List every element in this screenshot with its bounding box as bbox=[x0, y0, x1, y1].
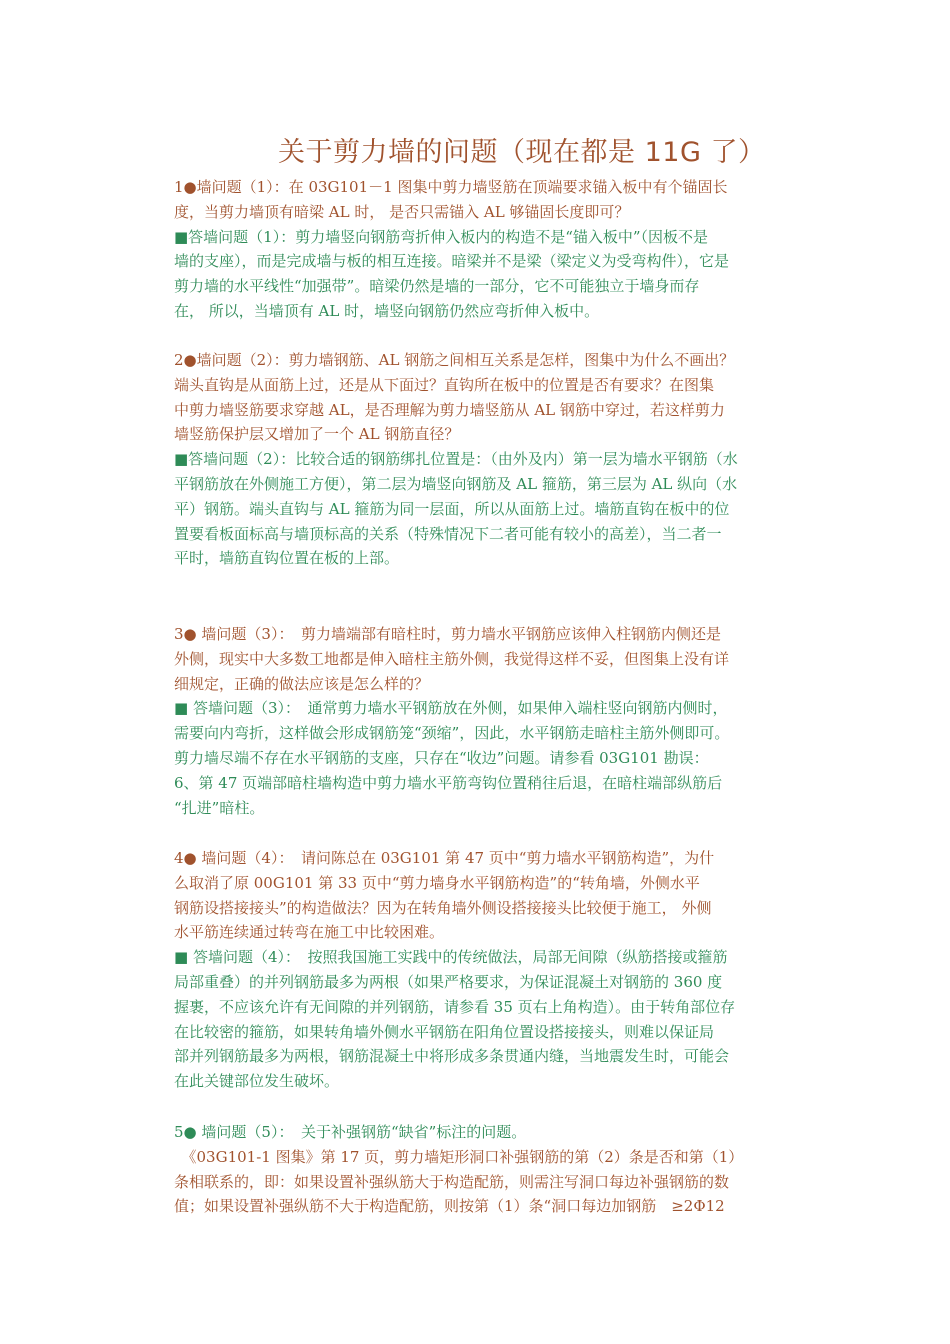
answer-line: 局部重叠）的并列钢筋最多为两根（如果严格要求，为保证混凝土对钢筋的 360 度 bbox=[174, 972, 723, 991]
question-line: 水平筋连续通过转弯在施工中比较困难。 bbox=[174, 923, 445, 942]
answer-line: 6、第 47 页端部暗柱墙构造中剪力墙水平筋弯钩位置稍往后退，在暗柱端部纵筋后 bbox=[174, 773, 723, 792]
question-line: 3● 墙问题（3）： 剪力墙端部有暗柱时，剪力墙水平钢筋应该伸入柱钢筋内侧还是 bbox=[174, 625, 721, 643]
answer-line: 平钢筋放在外侧施工方便），第二层为墙竖向钢筋及 AL 箍筋，第三层为 AL 纵向（水 bbox=[174, 474, 738, 493]
answer-line: 部并列钢筋最多为两根，钢筋混凝土中将形成多条贯通内缝，当地震发生时，可能会 bbox=[174, 1047, 730, 1066]
answer-line: ■答墙问题（2）：比较合适的钢筋绑扎位置是：（由外及内）第一层为墙水平钢筋（水 bbox=[174, 450, 738, 469]
question-line: 钢筋设搭接接头”的构造做法？因为在转角墙外侧设搭接接头比较便于施工， 外侧 bbox=[174, 898, 712, 917]
answer-line: 平）钢筋。端头直钩与 AL 箍筋为同一层面，所以从面筋上过。墙筋直钩在板中的位 bbox=[174, 499, 730, 518]
question-line: 细规定，正确的做法应该是怎么样的？ bbox=[174, 674, 430, 693]
answer-line: ■ 答墙问题（4）： 按照我国施工实践中的传统做法，局部无间隙（纵筋搭接或箍筋 bbox=[174, 948, 728, 967]
section-1 bbox=[174, 175, 786, 324]
answer-line: 在比较密的箍筋，如果转角墙外侧水平钢筋在阳角位置设搭接接头，则难以保证局 bbox=[174, 1022, 715, 1041]
question-line: 5● 墙问题（5）： 关于补强钢筋“缺省”标注的问题。 bbox=[174, 1123, 527, 1141]
question-line: 中剪力墙竖筋要求穿越 AL，是否理解为剪力墙竖筋从 AL 钢筋中穿过，若这样剪力 bbox=[174, 400, 725, 419]
body-line: 条相联系的，即：如果设置补强纵筋大于构造配筋，则需注写洞口每边补强钢筋的数 bbox=[174, 1172, 730, 1191]
answer-line: 需要向内弯折，这样做会形成钢筋笼“颈缩”，因此，水平钢筋走暗柱主筋外侧即可。 bbox=[174, 724, 730, 743]
section-2 bbox=[174, 348, 786, 571]
answer-line: ■答墙问题（1）：剪力墙竖向钢筋弯折伸入板内的构造不是“锚入板中”（因板不是 bbox=[174, 227, 709, 246]
body-line: 值；如果设置补强纵筋不大于构造配筋，则按第（1）条“洞口每边加钢筋 ≥2Φ12 bbox=[174, 1197, 725, 1216]
answer-line: 剪力墙的水平线性“加强带”。暗梁仍然是墙的一部分，它不可能独立于墙身而存 bbox=[174, 277, 700, 296]
section-4 bbox=[174, 846, 786, 1094]
question-line: 度，当剪力墙顶有暗梁 AL 时， 是否只需锚入 AL 够锚固长度即可？ bbox=[174, 202, 630, 221]
answer-line: 墙的支座），而是完成墙与板的相互连接。暗梁并不是梁（梁定义为受弯构件），它是 bbox=[174, 252, 730, 271]
answer-line: 在此关键部位发生破坏。 bbox=[174, 1072, 340, 1091]
answer-line: 剪力墙尽端不存在水平钢筋的支座，只存在“收边”问题。请参看 03G101 勘误： bbox=[174, 748, 709, 767]
section-5 bbox=[174, 1120, 786, 1219]
question-line: 4● 墙问题（4）： 请问陈总在 03G101 第 47 页中“剪力墙水平钢筋构造”，为什 bbox=[174, 849, 715, 867]
answer-line: 握裹，不应该允许有无间隙的并列钢筋，请参看 35 页右上角构造）。由于转角部位存 bbox=[174, 997, 736, 1016]
question-line: 2●墙问题（2）：剪力墙钢筋、AL 钢筋之间相互关系是怎样，图集中为什么不画出？ bbox=[174, 351, 735, 369]
answer-line: ■ 答墙问题（3）： 通常剪力墙水平钢筋放在外侧，如果伸入端柱竖向钢筋内侧时， bbox=[174, 699, 728, 718]
answer-line: 平时，墙筋直钩位置在板的上部。 bbox=[174, 549, 400, 568]
page-title: 关于剪力墙的问题（现在都是 11G 了） bbox=[278, 137, 766, 168]
question-line: 外侧，现实中大多数工地都是伸入暗柱主筋外侧，我觉得这样不妥，但图集上没有详 bbox=[174, 649, 730, 668]
answer-line: “扎进”暗柱。 bbox=[174, 798, 265, 817]
section-3 bbox=[174, 622, 786, 820]
question-line: 么取消了原 00G101 第 33 页中“剪力墙身水平钢筋构造”的“转角墙，外侧水平 bbox=[174, 873, 700, 892]
question-line: 墙竖筋保护层又增加了一个 AL 钢筋直径？ bbox=[174, 425, 460, 444]
question-line: 端头直钩是从面筋上过，还是从下面过？直钩所在板中的位置是否有要求？在图集 bbox=[174, 375, 715, 394]
answer-line: 置要看板面标高与墙顶标高的关系（特殊情况下二者可能有较小的高差），当二者一 bbox=[174, 524, 722, 543]
answer-line: 在， 所以，当墙顶有 AL 时，墙竖向钢筋仍然应弯折伸入板中。 bbox=[174, 301, 600, 320]
body-line: 《03G101-1 图集》第 17 页，剪力墙矩形洞口补强钢筋的第（2）条是否和第（1） bbox=[174, 1147, 744, 1166]
question-line: 1●墙问题（1）：在 03G101－1 图集中剪力墙竖筋在顶端要求锚入板中有个锚固长 bbox=[174, 178, 728, 196]
